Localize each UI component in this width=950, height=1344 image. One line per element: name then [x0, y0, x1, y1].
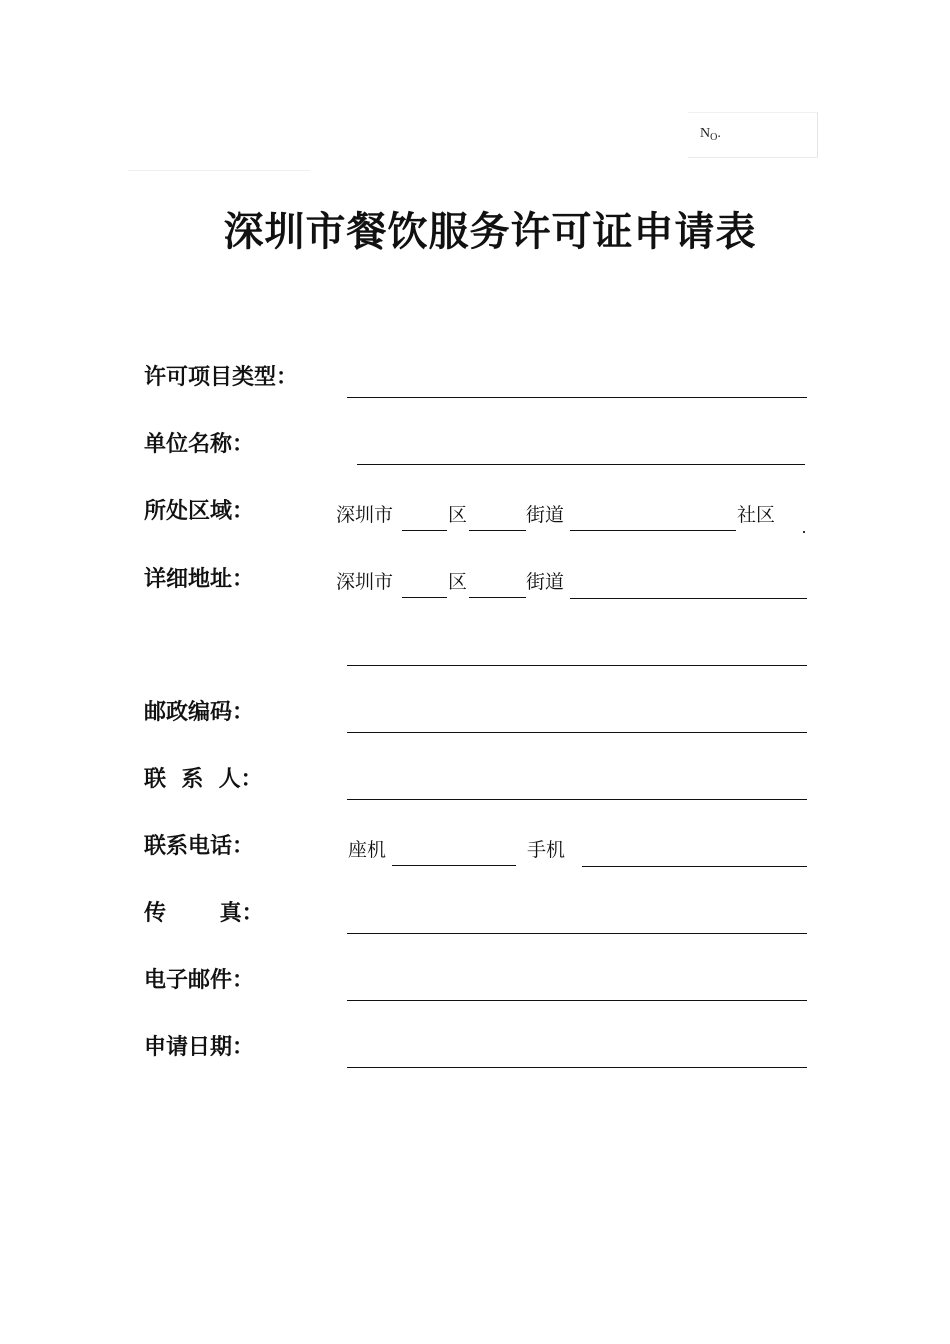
date-label: 申请日期：	[144, 1034, 255, 1060]
landline-text: 座机	[348, 839, 387, 861]
region-street-text: 街道	[526, 504, 565, 526]
address-city-text: 深圳市	[336, 571, 394, 593]
region-label: 所处区域：	[144, 498, 255, 524]
postcode-field[interactable]	[347, 732, 807, 733]
unit-name-field[interactable]	[357, 464, 805, 465]
landline-field[interactable]	[392, 865, 516, 866]
contact-label: 联 系 人：	[144, 766, 263, 792]
serial-number-label: $N_O$.	[700, 126, 721, 143]
region-street-field[interactable]	[469, 530, 526, 531]
postcode-label: 邮政编码：	[144, 699, 255, 725]
email-field[interactable]	[347, 1000, 807, 1001]
region-district-text: 区	[448, 504, 468, 526]
header-divider	[128, 170, 310, 171]
license-type-label: 许可项目类型：	[144, 364, 299, 390]
region-community-text: 社区	[737, 504, 776, 526]
fax-field[interactable]	[347, 933, 807, 934]
region-city-text: 深圳市	[336, 504, 394, 526]
phone-label: 联系电话：	[144, 833, 255, 859]
address-line2-field[interactable]	[347, 665, 807, 666]
address-district-text: 区	[448, 571, 468, 593]
address-label: 详细地址：	[144, 566, 255, 592]
address-street-text: 街道	[526, 571, 565, 593]
address-district-field[interactable]	[402, 597, 447, 598]
unit-name-label: 单位名称：	[144, 431, 255, 457]
contact-field[interactable]	[347, 799, 807, 800]
address-detail-field[interactable]	[570, 598, 807, 599]
region-end-dot	[803, 531, 805, 533]
fax-label: 传 真：	[144, 900, 264, 926]
mobile-field[interactable]	[582, 866, 807, 867]
region-community-field[interactable]	[570, 530, 736, 531]
license-type-field[interactable]	[347, 397, 807, 398]
page-title: 深圳市餐饮服务许可证申请表	[223, 208, 757, 255]
mobile-text: 手机	[527, 839, 566, 861]
region-district-field[interactable]	[402, 530, 447, 531]
email-label: 电子邮件：	[144, 967, 255, 993]
address-street-field[interactable]	[469, 597, 526, 598]
date-field[interactable]	[347, 1067, 807, 1068]
